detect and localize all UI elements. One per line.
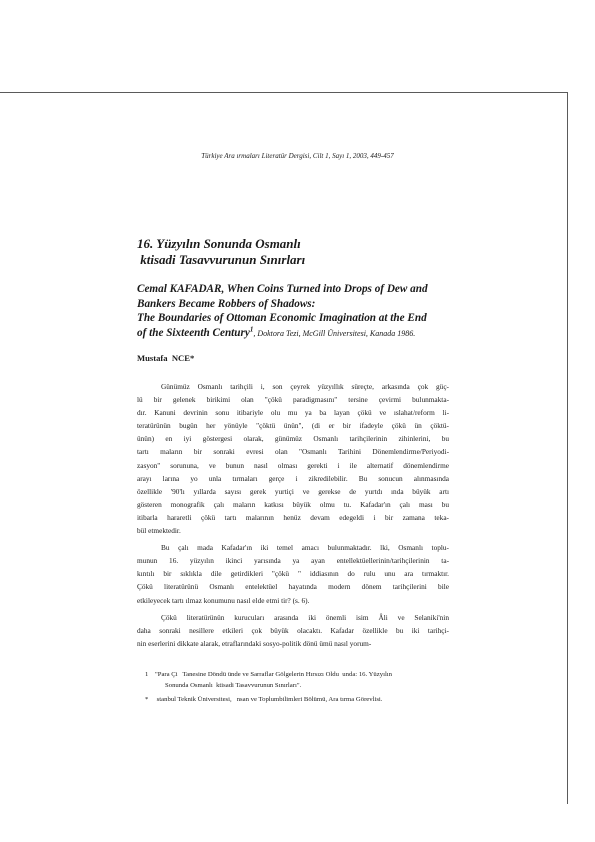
footnote-ref-1[interactable]: 1 [249,325,254,334]
body-text [137,380,449,654]
text-line: teratürünün bugün her yönüyle "çöktü ünün", (di er bir ifadeyle çökü ün çöktü- [137,421,449,431]
text-line: zasyon" sorununa, ve bunun nasıl olması gerekti i ile alternatif dönemlendirme [137,460,449,470]
footnotes [145,670,450,710]
text-line: daha sonraki nesillere etkileri çok büyük olacaktı. Kafadar özellikle bu iki tarihçi- [137,625,449,635]
text-line: tartı maların bir sonraki evresi olan "Osmanlı Tarihini Dönemlendirme/Periyodi- [137,447,449,457]
book-reference [137,282,457,341]
footnote-line: "Para Çi Tanesine Döndü ünde ve Sarraflar Gölgelerin Hırsızı Oldu unda: 16. Yüzyılın [155,671,393,678]
text-line: özellikle '90'lı yıllarda sayısı gerek yurtiçi ve gerekse de yurtdı ında büyük artı [137,486,449,496]
footnote [145,670,450,691]
text-line: Çökü literatürünü Osmanlı entelektüel hayatında modern dönem tarihçilerini bile [137,582,449,592]
review-title [137,236,457,268]
text-line: itibarla hararetli çökü tartı malarının henüz devam edegeldi i bir zamana teka- [137,512,449,522]
text-line: lü bir gelenek birikimi olan "çökü paradigmasını" tersine çevirmi bulunmakta- [137,395,449,405]
paragraph [137,611,449,650]
footnote-line: stanbul Teknik Üniversitesi, nsan ve Toplumbilimleri Bölümü, Ara tırma Görevlisi. [155,696,383,703]
text-line: bül etmektedir. [137,526,181,536]
book-ref-line-1: Cemal KAFADAR, When Coins Turned into Drops of Dew and [137,283,428,295]
text-line: arayı larına yo unla tırmaları gerçe i zikredilebilir. Bu sonucun alınmasında [137,473,449,483]
footnote-mark: 1 [145,671,149,678]
title-line-2: ktisadi Tasavvurunun Sınırları [137,252,306,267]
footnote-line: Sonunda Osmanlı ktisadi Tasavvurunun Sınırları". [165,681,302,689]
text-line: Çökü literatürünün kurucuları arasında iki önemli isim Âli ve Selaniki'nin [161,612,449,622]
text-line: Günümüz Osmanlı tarihçili i, son çeyrek yüzyıllık süreçte, arkasında çok güç- [161,382,449,391]
review-author: Mustafa NCE* [137,353,195,363]
book-ref-line-4 [137,326,457,342]
footnote [145,695,450,706]
title-line-1: 16. Yüzyılın Sonunda Osmanlı [137,236,301,251]
text-line: nin eserlerini dikkate alarak, etraflarındaki sosyo-politik dönü ümü nasıl yorum- [137,638,372,648]
text-line: munun 16. yüzyılın ikinci yarısında ya ayan entellektüellerinin/tarihçilerinin ta- [137,556,449,566]
book-ref-line-3: The Boundaries of Ottoman Economic Imagination at the End [137,312,427,325]
text-line: gösteren monografik çalı maların katkısı büyük olmu tu. Kafadar'ın çalı ması bu [137,499,449,509]
paragraph [137,541,449,606]
text-line: etkileyecek tartı ılmaz konumunu nasıl elde etmi tir? (s. 6). [137,595,310,605]
book-ref-last-title: of the Sixteenth Century [137,326,250,339]
text-line: Bu çalı mada Kafadar'ın iki temel amacı bulunmaktadır. lki, Osmanlı toplu- [161,543,449,553]
text-line: kıntılı bir sıklıkla dile getirdikleri "çökü " iddiasının do rulu unu ara tırmaktır. [137,569,449,579]
publication-info: , Doktora Tezi, McGill Üniversitesi, Kanada 1986. [253,328,416,338]
text-line: dır. Kanuni devrinin sonu itibariyle olu mu ya ba layan çökü ve ıslahat/reform li- [137,408,449,418]
text-line: ünün) en iyi göstergesi olarak, günümüz Osmanlı tarihçilerinin zihinlerini, bu [137,434,449,444]
paragraph [137,380,449,537]
running-head: Türkiye Ara ırmaları Literatür Dergisi, Cilt 1, Sayı 1, 2003, 449-457 [201,152,394,160]
book-ref-line-2: Bankers Became Robbers of Shadows: [137,297,316,310]
footnote-mark: * [145,696,149,703]
